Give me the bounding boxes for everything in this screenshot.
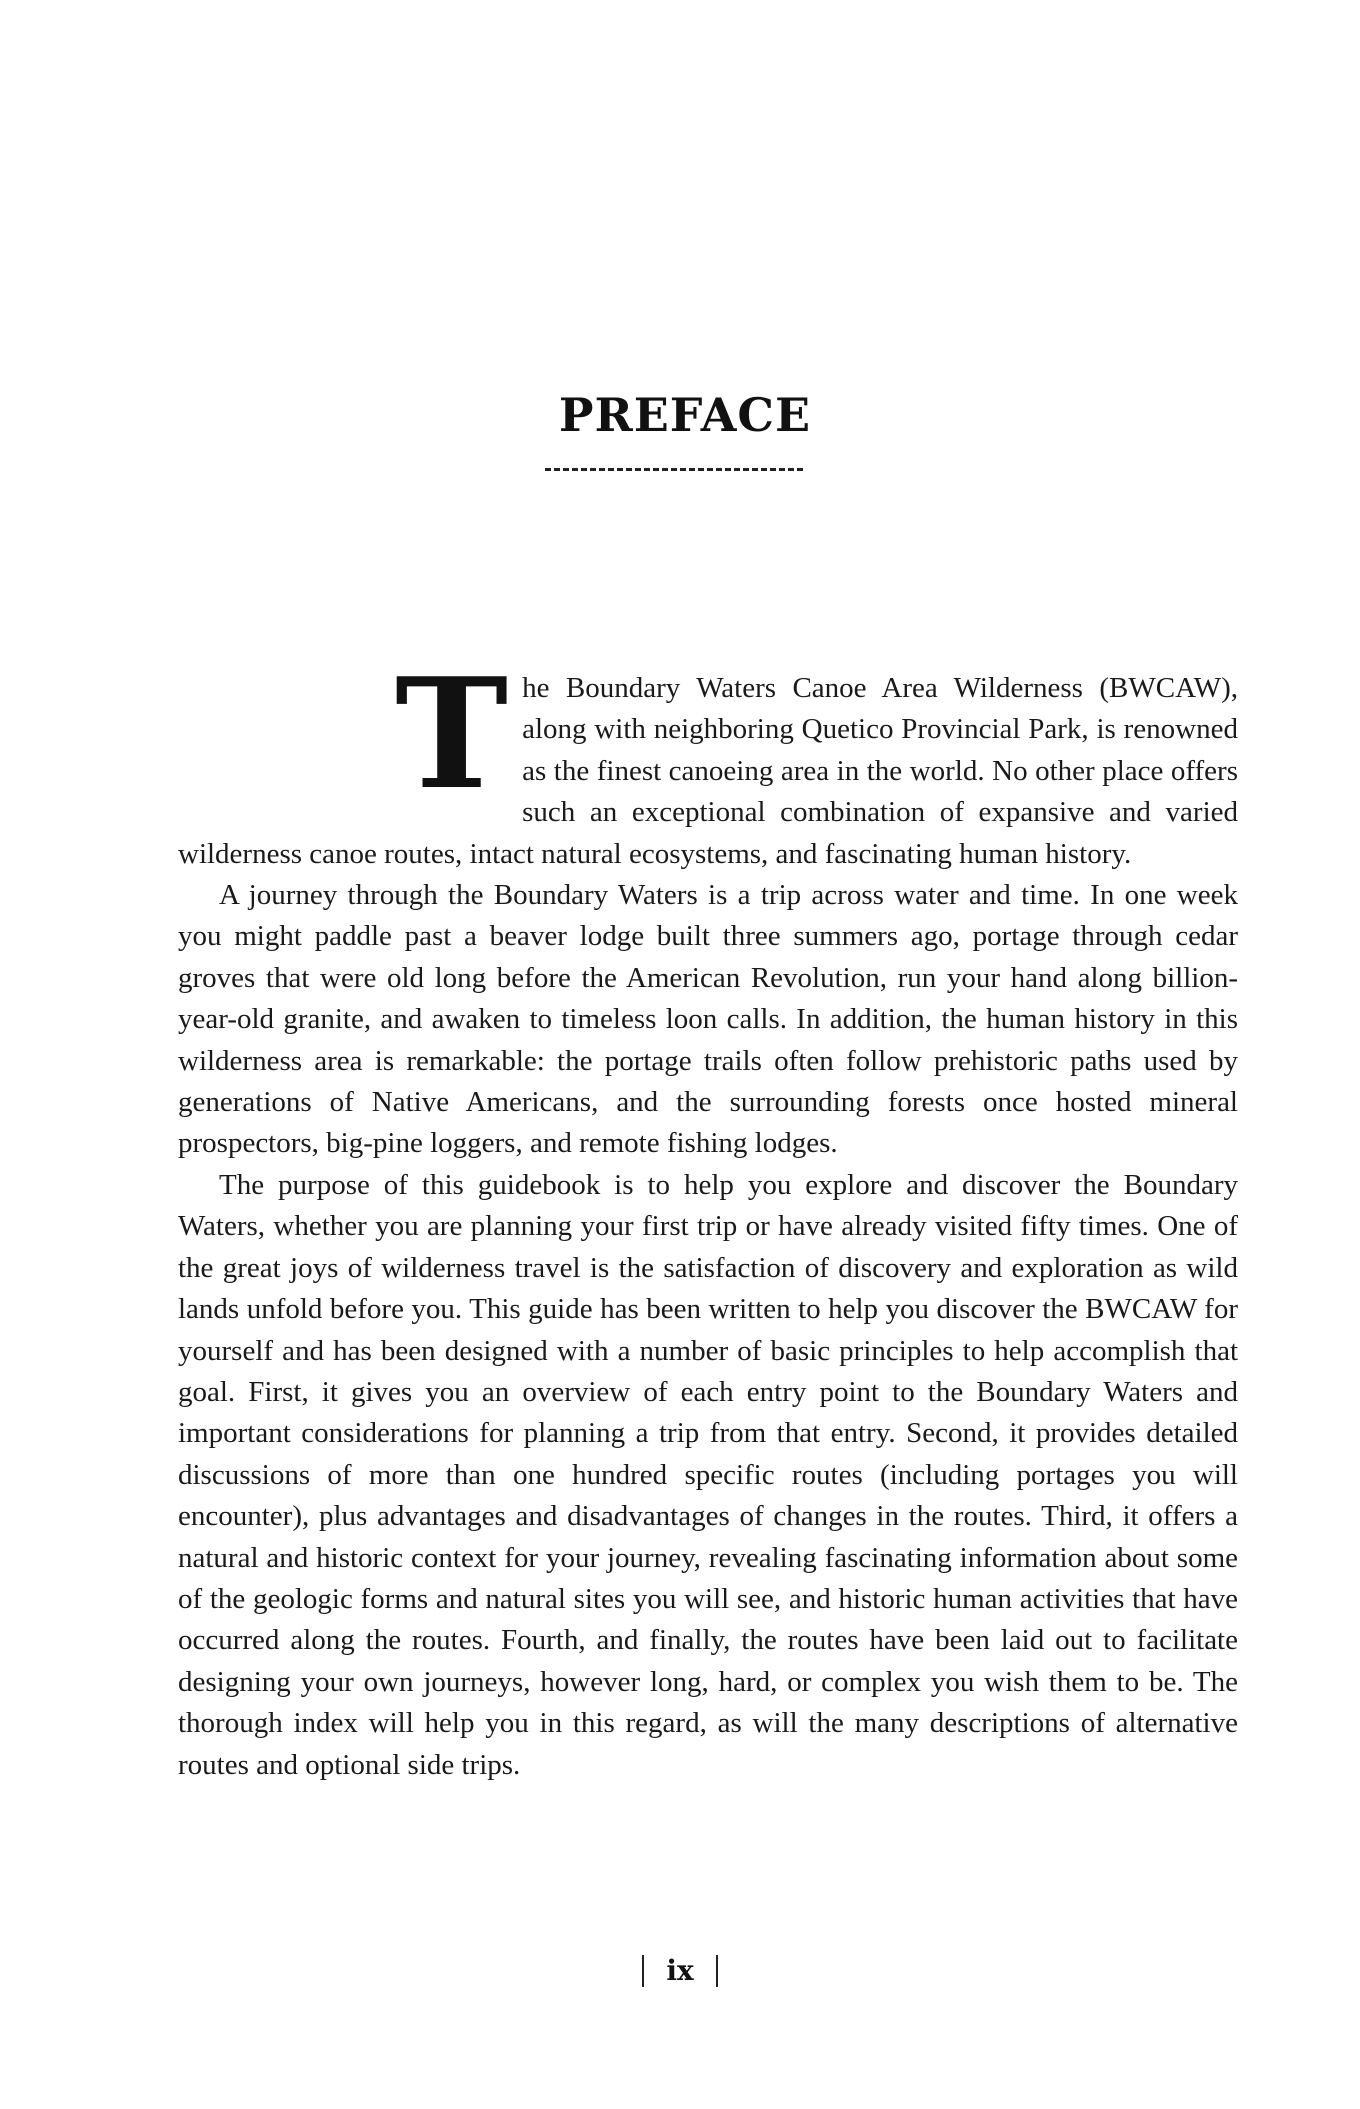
preface-body [178,644,1238,1786]
paragraph-2: A journey through the Boundary Waters is a trip across water and time. In one week you might paddle past a beaver lodge built three summers ago, portage through cedar groves that were old long before the American Revolution, run your hand along billion-year-old granite, and awaken to timeless loon calls. In addition, the human history in this wilderness area is remarkable: the portage trails often follow prehistoric paths used by generations of Native Americans, and the surrounding forests once hosted mineral prospectors, big-pine loggers, and remote fishing lodges. [178,879,1238,1160]
title-dashed-rule [545,468,803,471]
paragraph-1 [178,644,1238,875]
page-footer [0,1952,1360,1987]
drop-cap: T [395,644,509,823]
folio-left-rule [642,1955,644,1987]
chapter-title: PREFACE [558,388,812,442]
paragraph-1-text: he Boundary Waters Canoe Area Wilderness (BWCAW), along with neighboring Quetico Provincial Park, is renowned as the finest canoeing area in the world. No other place offers such an exceptional combination of expansive and varied wilderness canoe routes, intact natural ecosystems, and fascinating human history. [178,672,1238,870]
paragraph-3: The purpose of this guidebook is to help you explore and discover the Boundary Waters, whether you are planning your first trip or have already visited fifty times. One of the great joys of wilderness travel is the satisfaction of discovery and exploration as wild lands unfold before you. This guide has been written to help you discover the BWCAW for yourself and has been designed with a number of basic principles to help accomplish that goal. First, it gives you an overview of each entry point to the Boundary Waters and important considerations for planning a trip from that entry. Second, it provides detailed discussions of more than one hundred specific routes (including portages you will encounter), plus advantages and disadvantages of changes in the routes. Third, it offers a natural and historic context for your journey, revealing fascinating information about some of the geologic forms and natural sites you will see, and historic human activities that have occurred along the routes. Fourth, and finally, the routes have been laid out to facilitate designing your own journeys, however long, hard, or complex you wish them to be. The thorough index will help you in this regard, as will the many descriptions of alternative routes and optional side trips. [178,1168,1238,1781]
page-number: ix [666,1954,694,1987]
folio-right-rule [716,1955,718,1987]
